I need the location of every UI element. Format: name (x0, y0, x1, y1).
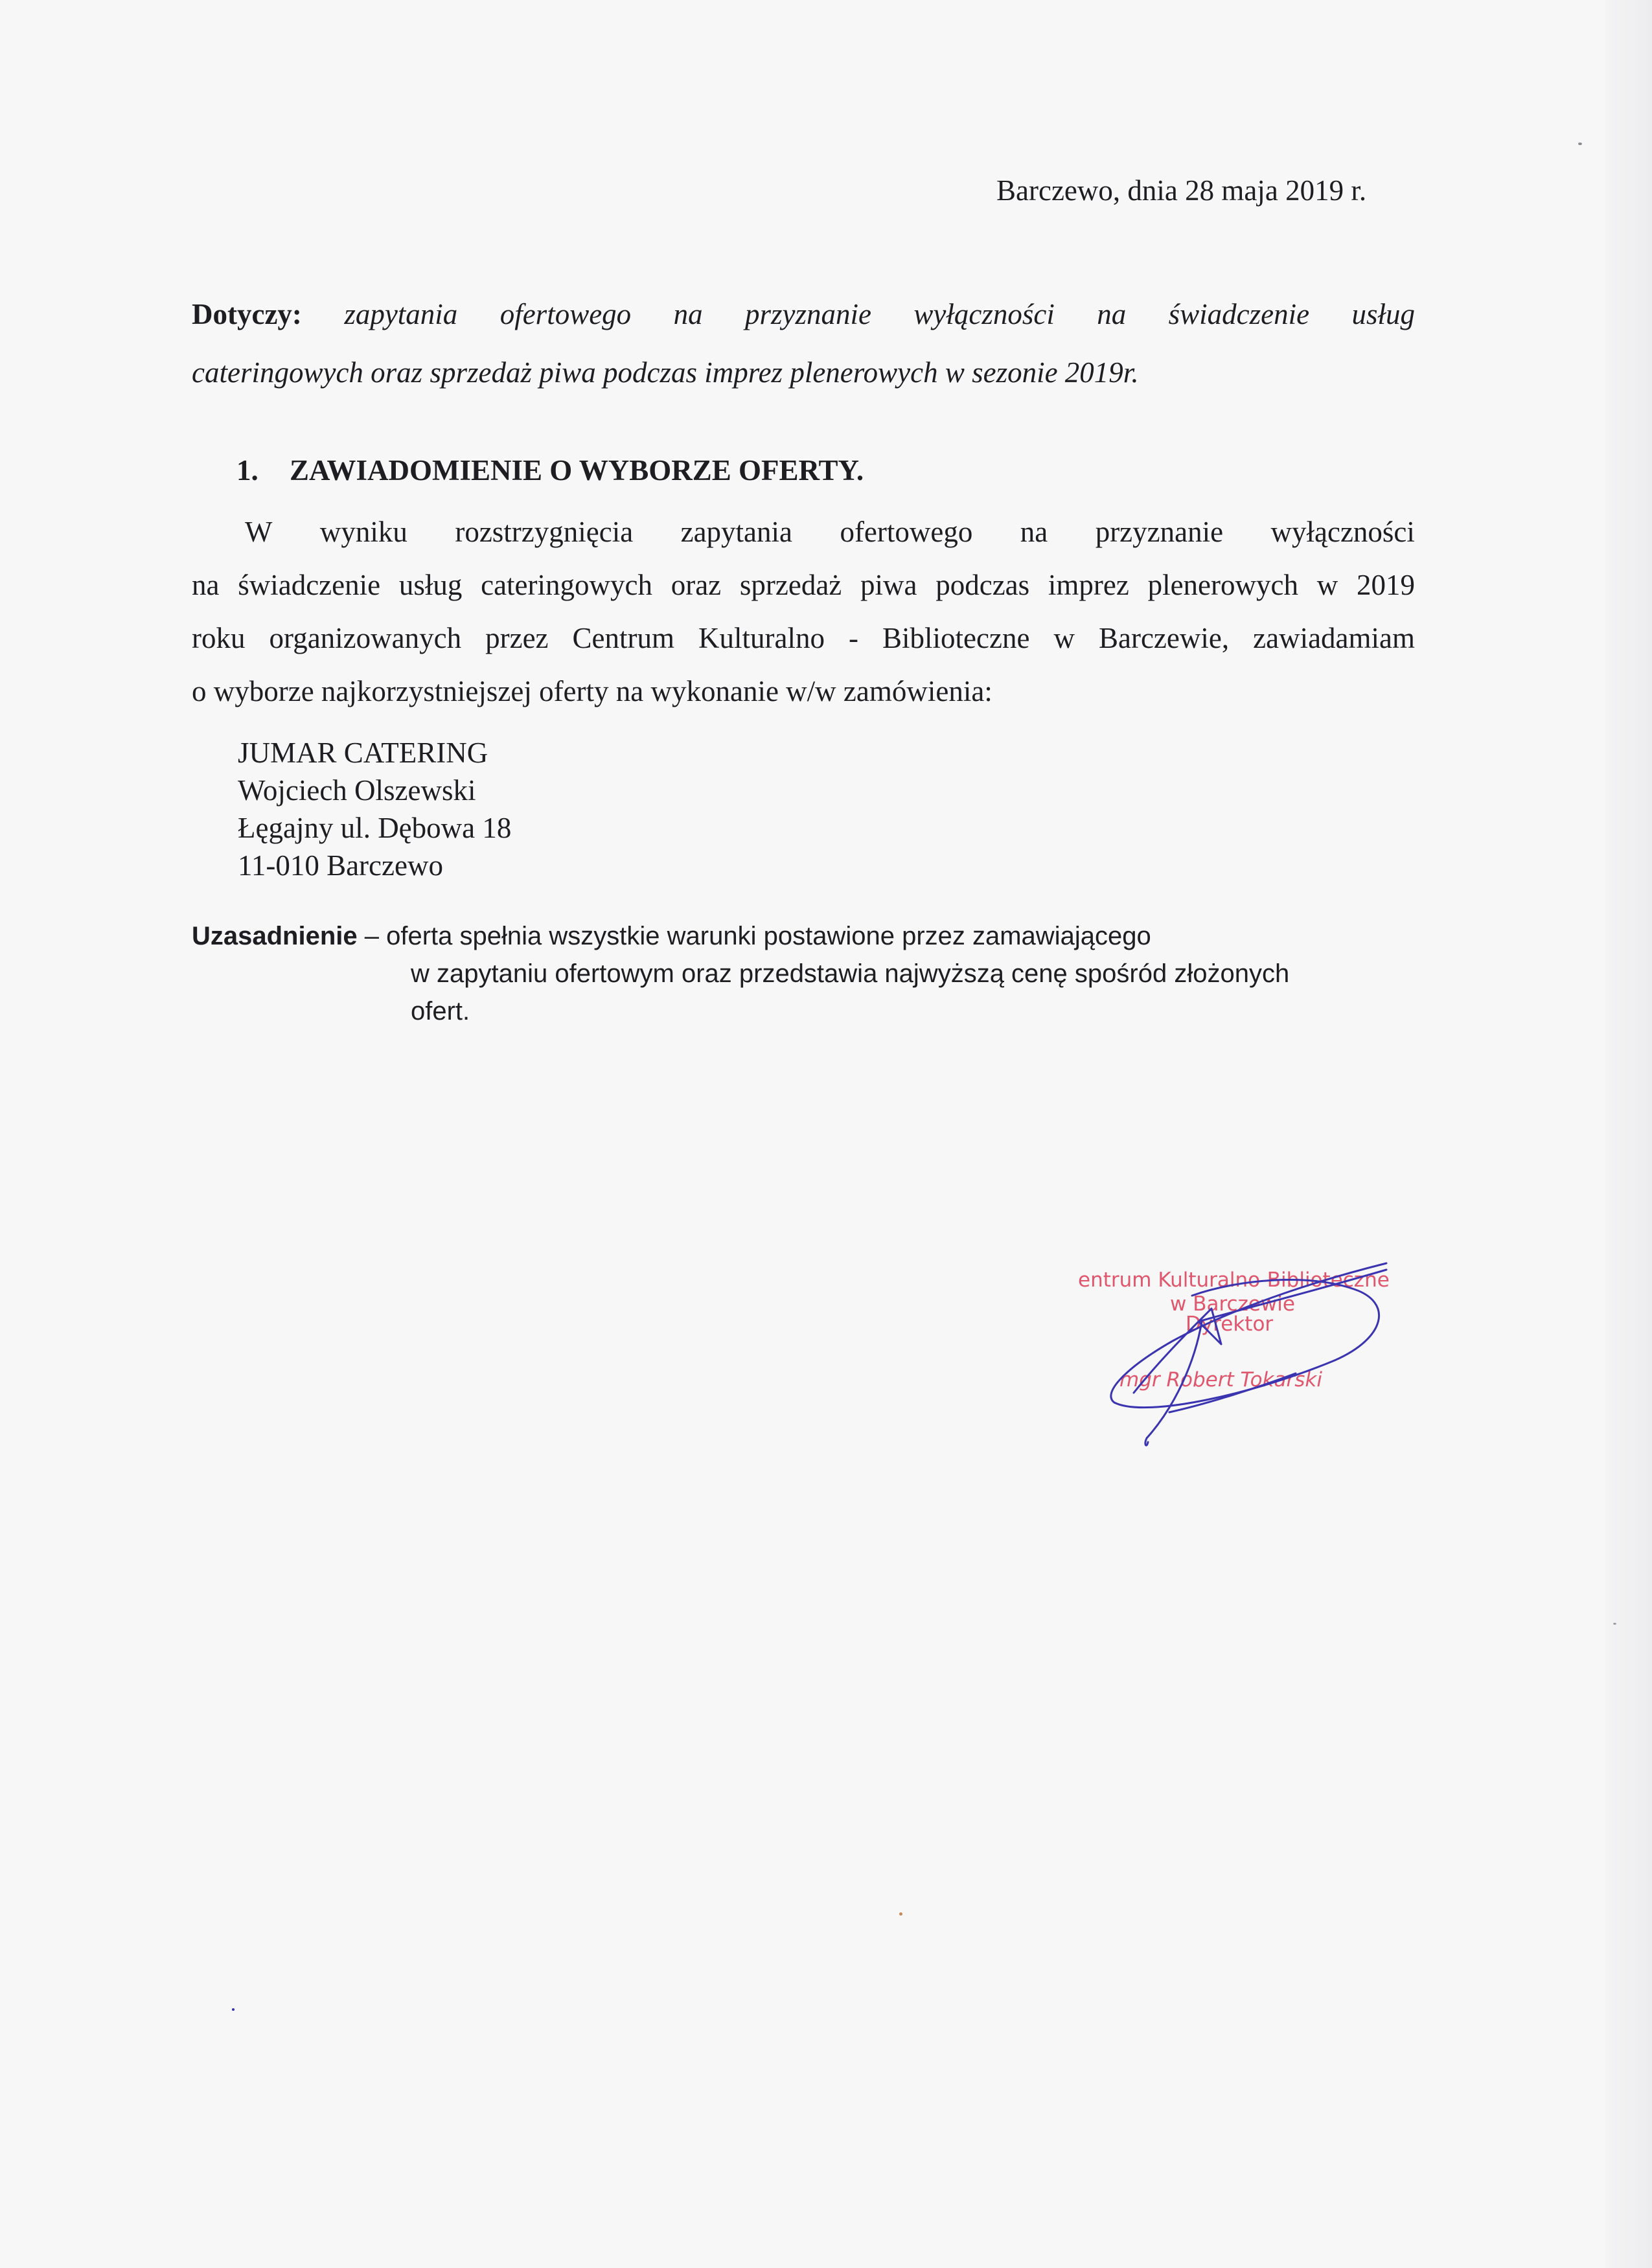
scan-edge-shadow (1605, 0, 1652, 2268)
body-word: Kulturalno (698, 622, 825, 654)
body-word: przyznanie (1095, 516, 1224, 548)
justification-line-3: ofert. (411, 997, 470, 1025)
body-word: 2019 (1356, 569, 1415, 601)
body-word: Centrum (572, 622, 675, 654)
body-word: wyłączności (1270, 516, 1415, 548)
body-word: Biblioteczne (882, 622, 1030, 654)
body-word: przez (485, 622, 549, 654)
body-paragraph (192, 505, 1415, 718)
stamp-institution: entrum Kulturalno-Biblioteczne (1078, 1268, 1390, 1292)
body-word: w (1316, 569, 1338, 601)
body-line-1 (192, 505, 1415, 558)
stamp-role: Dyrektor (1186, 1312, 1274, 1336)
winner-city: 11-010 Barczewo (238, 849, 443, 882)
body-word: sprzedaż (739, 569, 842, 601)
subject-block (192, 285, 1415, 402)
subject-word: zapytania (344, 298, 458, 330)
subject-line-2: cateringowych oraz sprzedaż piwa podczas imprez plenerowych w sezonie 2019r. (192, 356, 1139, 389)
body-word: W (245, 516, 273, 548)
subject-word: usług (1351, 298, 1415, 330)
scan-speck (1578, 143, 1582, 145)
subject-word: świadczenie (1168, 298, 1310, 330)
section-heading (236, 453, 864, 487)
body-word: na (192, 569, 220, 601)
body-word: zawiadamiam (1253, 622, 1415, 654)
date-line: Barczewo, dnia 28 maja 2019 r. (996, 174, 1367, 207)
body-word: plenerowych (1147, 569, 1298, 601)
body-line-4: o wyborze najkorzystniejszej oferty na wykonanie w/w zamówienia: (192, 675, 992, 707)
body-word: piwa (860, 569, 917, 601)
body-word: usług (398, 569, 463, 601)
body-word: - (849, 622, 859, 654)
handwritten-signature (1050, 1231, 1451, 1451)
body-word: cateringowych (481, 569, 652, 601)
body-word: organizowanych (269, 622, 462, 654)
body-word: podczas (935, 569, 1030, 601)
body-word: ofertowego (840, 516, 973, 548)
body-word: imprez (1048, 569, 1129, 601)
subject-line-1 (192, 285, 1415, 343)
justification-line-2: w zapytaniu ofertowym oraz przedstawia najwyższą cenę spośród złożonych (411, 959, 1290, 988)
section-title: ZAWIADOMIENIE O WYBORZE OFERTY. (290, 454, 864, 487)
body-word: oraz (671, 569, 722, 601)
justification-line-1 (192, 917, 1423, 955)
winner-owner: Wojciech Olszewski (238, 774, 476, 807)
body-line-2 (192, 558, 1415, 612)
section-number: 1. (236, 454, 258, 487)
body-line-3 (192, 612, 1415, 665)
winner-address (238, 734, 511, 884)
stamp-name: mgr Robert Tokarski (1119, 1368, 1322, 1392)
subject-word: na (673, 298, 703, 330)
body-word: roku (192, 622, 246, 654)
body-word: w (1053, 622, 1075, 654)
winner-street: Łęgajny ul. Dębowa 18 (238, 812, 512, 844)
body-word: świadczenie (238, 569, 381, 601)
scan-speck (232, 2008, 235, 2011)
subject-label: Dotyczy: (192, 298, 302, 330)
justification-label: Uzasadnienie (192, 922, 358, 950)
justification-text-1: – oferta spełnia wszystkie warunki postawione przez zamawiającego (357, 922, 1151, 950)
body-word: zapytania (680, 516, 793, 548)
winner-company: JUMAR CATERING (238, 737, 488, 769)
subject-word: przyznanie (744, 298, 871, 330)
justification-block (192, 917, 1423, 1030)
subject-word: na (1097, 298, 1127, 330)
body-word: wyniku (319, 516, 407, 548)
scan-speck (899, 1912, 902, 1916)
body-word: na (1020, 516, 1048, 548)
body-word: rozstrzygnięcia (455, 516, 634, 548)
subject-word: ofertowego (499, 298, 632, 330)
body-word: Barczewie, (1098, 622, 1230, 654)
scan-speck (1613, 1623, 1616, 1625)
stamp-location: w Barczewie (1170, 1292, 1295, 1316)
subject-word: wyłączności (913, 298, 1055, 330)
